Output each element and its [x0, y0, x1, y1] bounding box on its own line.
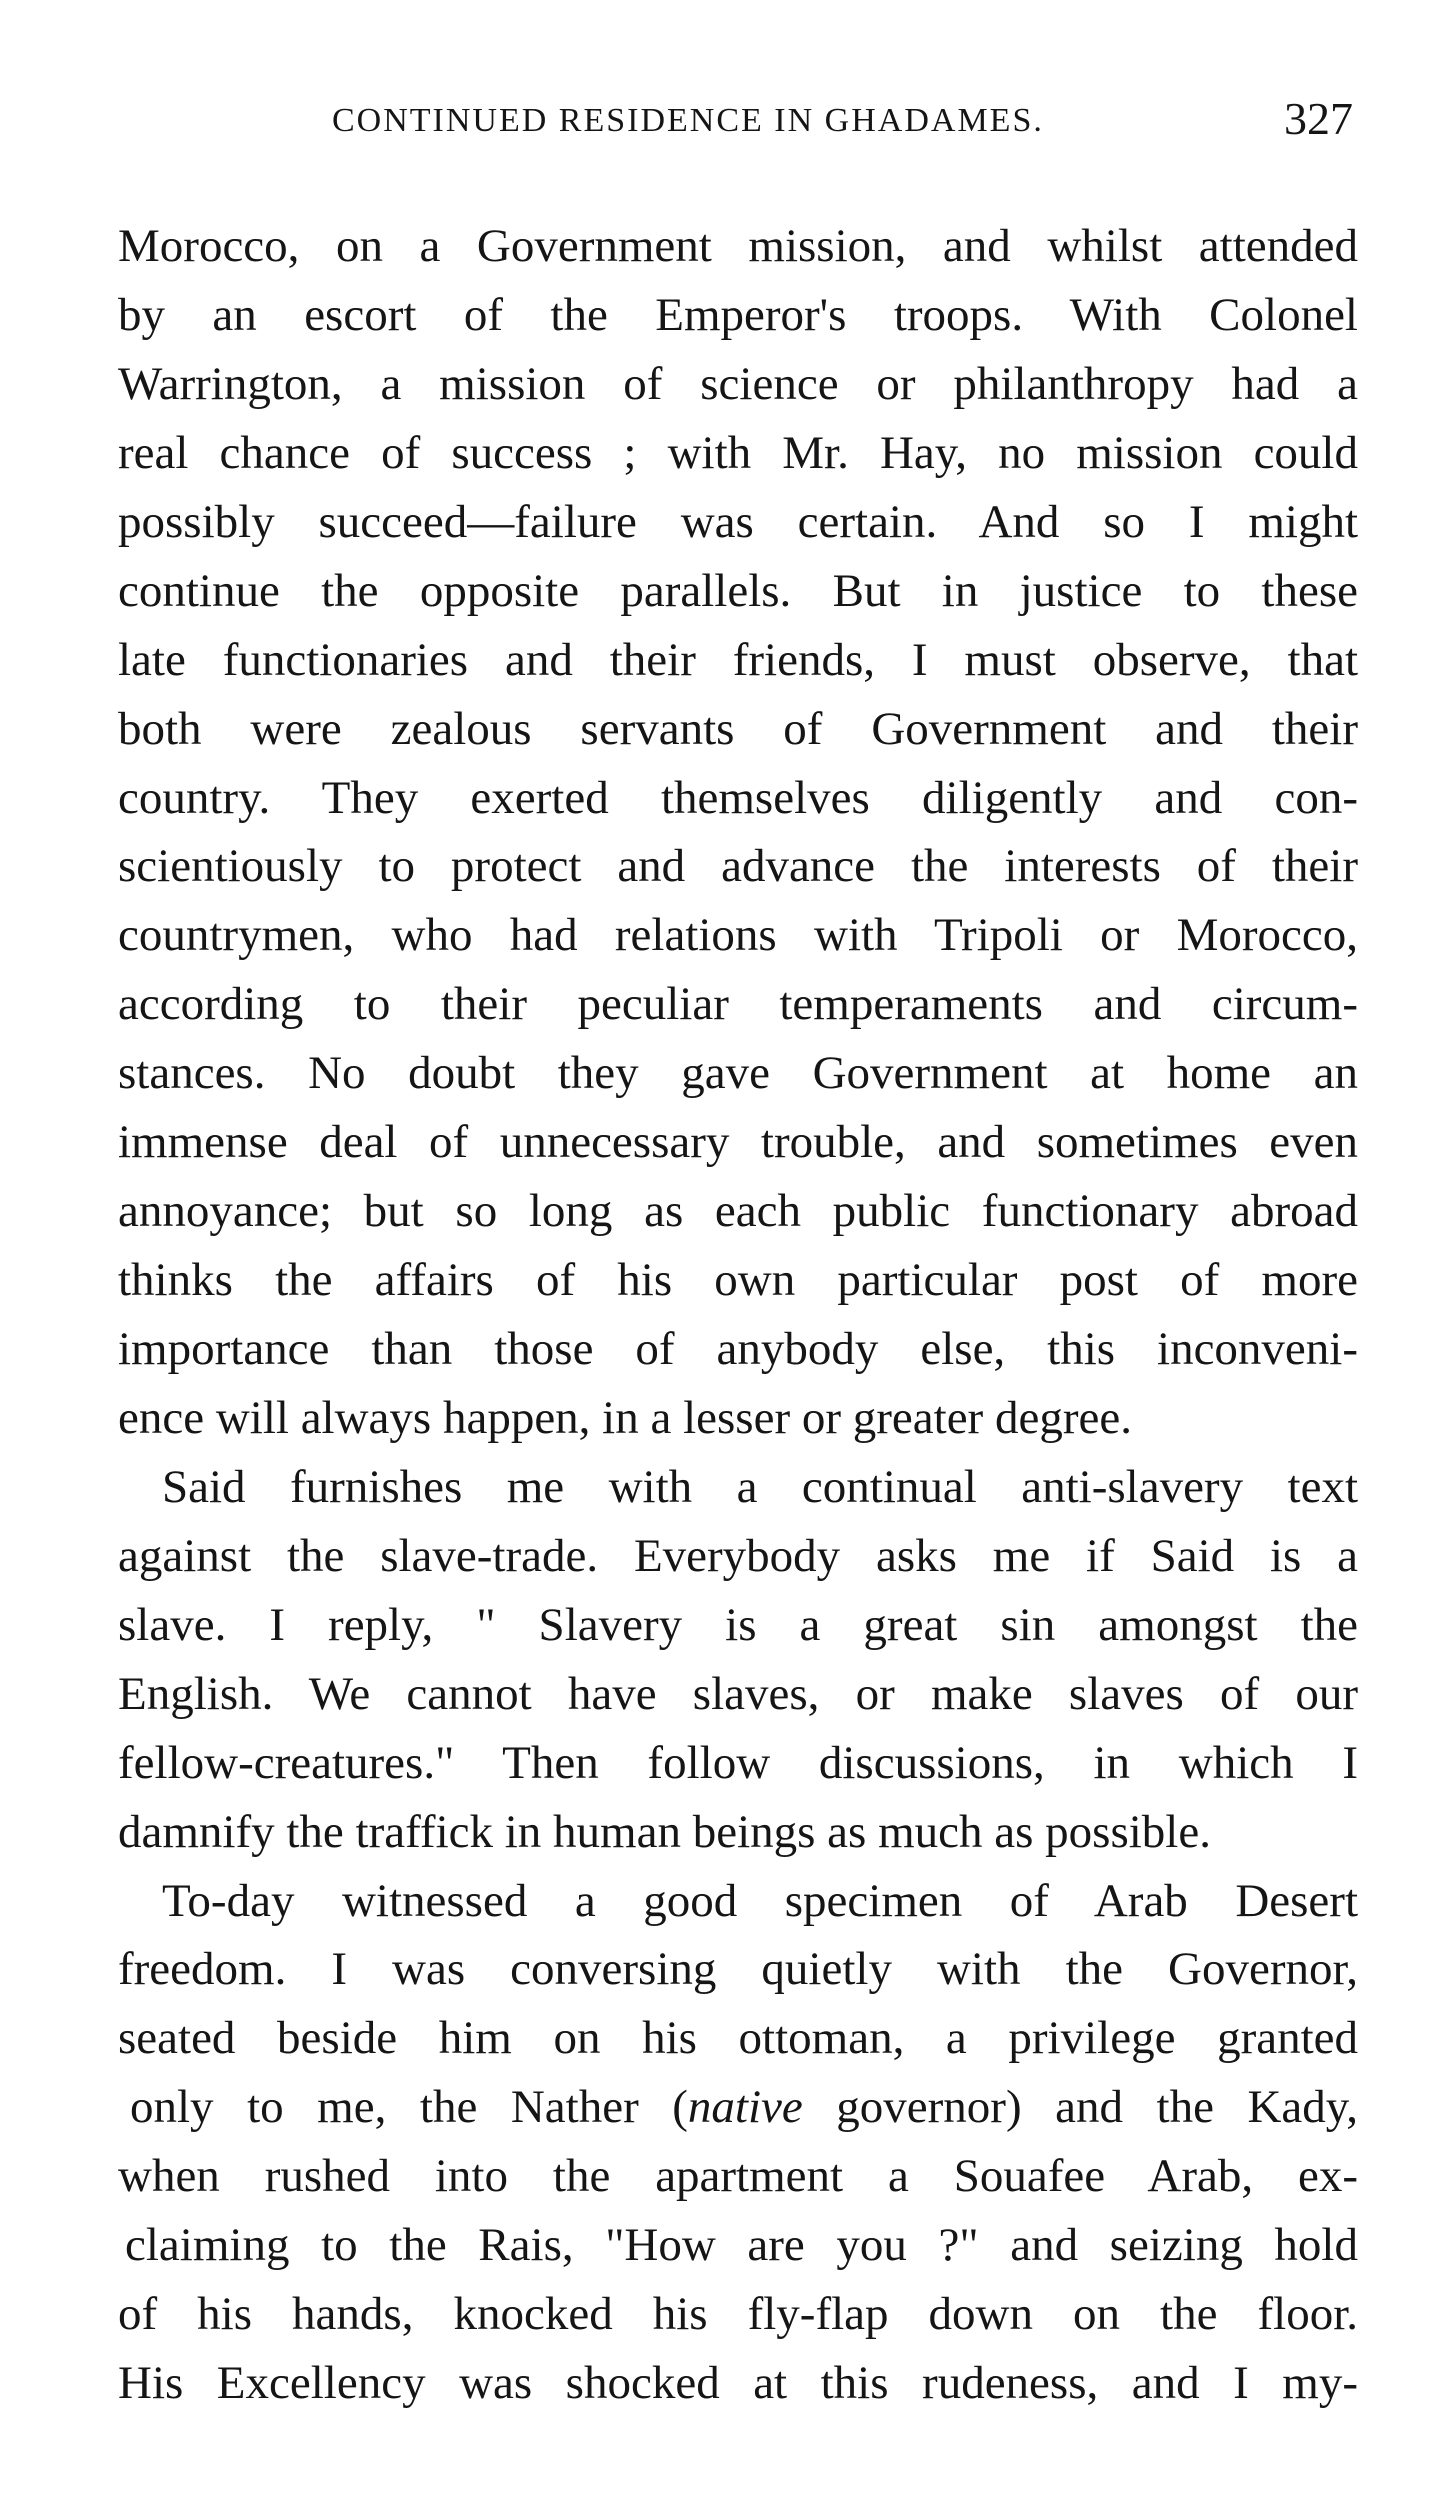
page-number: 327	[1284, 93, 1353, 144]
text-line-8: both were zealous servants of Government and their	[118, 702, 1358, 755]
text-line-5: possibly succeed—failure was certain. And so I might	[118, 495, 1358, 548]
text-line-32: His Excellency was shocked at this rudeness, and I my-	[118, 2357, 1358, 2410]
text-line-11: countrymen, who had relations with Tripoli or Morocco,	[118, 909, 1358, 962]
text-line-10: scientiously to protect and advance the interests of their	[118, 840, 1358, 893]
text-line-23: fellow-creatures." Then follow discussions, in which I	[118, 1736, 1358, 1789]
text-line-31: of his hands, knocked his fly-flap down on the floor.	[118, 2288, 1358, 2341]
text-line-22: English. We cannot have slaves, or make slaves of our	[118, 1667, 1358, 1720]
text-line-12: according to their peculiar temperaments and circum-	[118, 978, 1358, 1031]
text-line-20: against the slave-trade. Everybody asks me if Said is a	[118, 1529, 1358, 1582]
text-line-29: when rushed into the apartment a Souafee Arab, ex-	[118, 2150, 1358, 2203]
text-line-15: annoyance; but so long as each public functionary abroad	[118, 1185, 1358, 1238]
nather-after: governor) and the Kady,	[802, 2081, 1358, 2134]
text-line-13: stances. No doubt they gave Government at home an	[118, 1047, 1358, 1100]
text-line-7: late functionaries and their friends, I must observe, that	[118, 633, 1358, 686]
body-text	[118, 212, 1358, 2418]
text-line-19: Said furnishes me with a continual anti-slavery text	[162, 1460, 1358, 1513]
text-line-27: seated beside him on his ottoman, a privilege granted	[118, 2012, 1358, 2065]
text-line-18: ence will always happen, in a lesser or greater degree.	[118, 1391, 1132, 1444]
text-line-26: freedom. I was conversing quietly with the Governor,	[118, 1943, 1358, 1996]
text-line-25: To-day witnessed a good specimen of Arab Desert	[162, 1874, 1358, 1927]
text-line-2: by an escort of the Emperor's troops. With Colonel	[118, 288, 1358, 341]
text-line-16: thinks the affairs of his own particular post of more	[118, 1254, 1358, 1307]
text-line-17: importance than those of anybody else, this inconveni-	[118, 1323, 1358, 1375]
text-line-4: real chance of success ; with Mr. Hay, no mission could	[118, 426, 1358, 479]
text-line-1: Morocco, on a Government mission, and whilst attended	[118, 220, 1358, 272]
text-line-9: country. They exerted themselves diligently and con-	[118, 771, 1358, 824]
running-head: CONTINUED RESIDENCE IN GHADAMES.	[332, 102, 1044, 139]
text-line-6: continue the opposite parallels. But in justice to these	[118, 564, 1358, 617]
text-line-28	[118, 2073, 1358, 2142]
native-italic: native	[687, 2081, 803, 2134]
page-header	[122, 92, 1353, 162]
text-line-21: slave. I reply, " Slavery is a great sin amongst the	[118, 1598, 1358, 1651]
nather-before: only to me, the Nather (	[130, 2081, 688, 2134]
text-line-24: damnify the traffick in human beings as much as possible.	[118, 1805, 1211, 1858]
text-line-14: immense deal of unnecessary trouble, and sometimes even	[118, 1116, 1358, 1169]
text-line-30: claiming to the Rais, "How are you ?" and seizing hold	[125, 2219, 1358, 2272]
text-line-3: Warrington, a mission of science or philanthropy had a	[118, 357, 1358, 410]
